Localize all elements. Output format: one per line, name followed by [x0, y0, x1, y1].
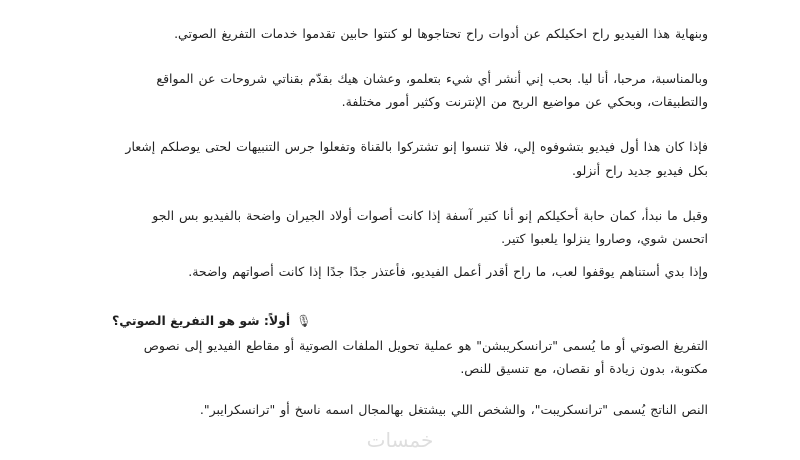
watermark: خمسات [366, 428, 434, 452]
paragraph-definition: التفريغ الصوتي أو ما يُسمى "ترانسكريبشن" هو عملية تحويل الملفات الصوتية أو مقاطع الفيديو إلى نصوص مكتوبة، بدون زيادة أو نقصان، مع تنسيق للنص. [143, 338, 708, 377]
microphone-icon: 🎙 [296, 313, 312, 328]
paragraph-subscribe-call: فإذا كان هذا أول فيديو بتشوفوه إلي، فلا تنسوا إنو تشتركوا بالقناة وتفعلوا جرس التنبيهات لحتى يوصلكم إشعار بكل فيديو جديد راح أنزلو. [125, 139, 708, 178]
paragraph-apology-noise: وقبل ما نبدأ، كمان حابة أحكيلكم إنو أنا كتير آسفة إذا كانت أصوات أولاد الجيران واضحة بالفيديو بس الجو اتحسن شوي، وصاروا ينزلوا يلعبوا كتير. [152, 207, 708, 246]
paragraph-apology-noise-2: وإذا بدي أستناهم يوقفوا لعب، ما راح أقدر أعمل الفيديو، فأعتذر جدًا جدًا إذا كانت أصواتهم واضحة. [188, 263, 708, 279]
paragraph-intro-tools: وبنهاية هذا الفيديو راح احكيلكم عن أدوات راح تحتاجوها لو كنتوا حابين تقدموا خدمات التفريغ الصوتي. [174, 26, 708, 41]
section-heading-text: أولاً: شو هو التفريغ الصوتي؟ [112, 313, 291, 328]
document-body [112, 22, 708, 428]
paragraph-self-intro: وبالمناسبة، مرحبا، أنا ليا. بحب إني أنشر أي شيء بتعلمو، وعشان هيك بقدّم بقناتي شروحات عن المواقع والتطبيقات، وبحكي عن مواضيع الربح من الإنترنت وكثير أمور مختلفة. [156, 71, 708, 110]
section-heading [112, 309, 708, 332]
paragraph-output-name: النص الناتج يُسمى "ترانسكريبت"، والشخص اللي بيشتغل بهالمجال اسمه ناسخ أو "ترانسكرايبر". [199, 402, 708, 418]
